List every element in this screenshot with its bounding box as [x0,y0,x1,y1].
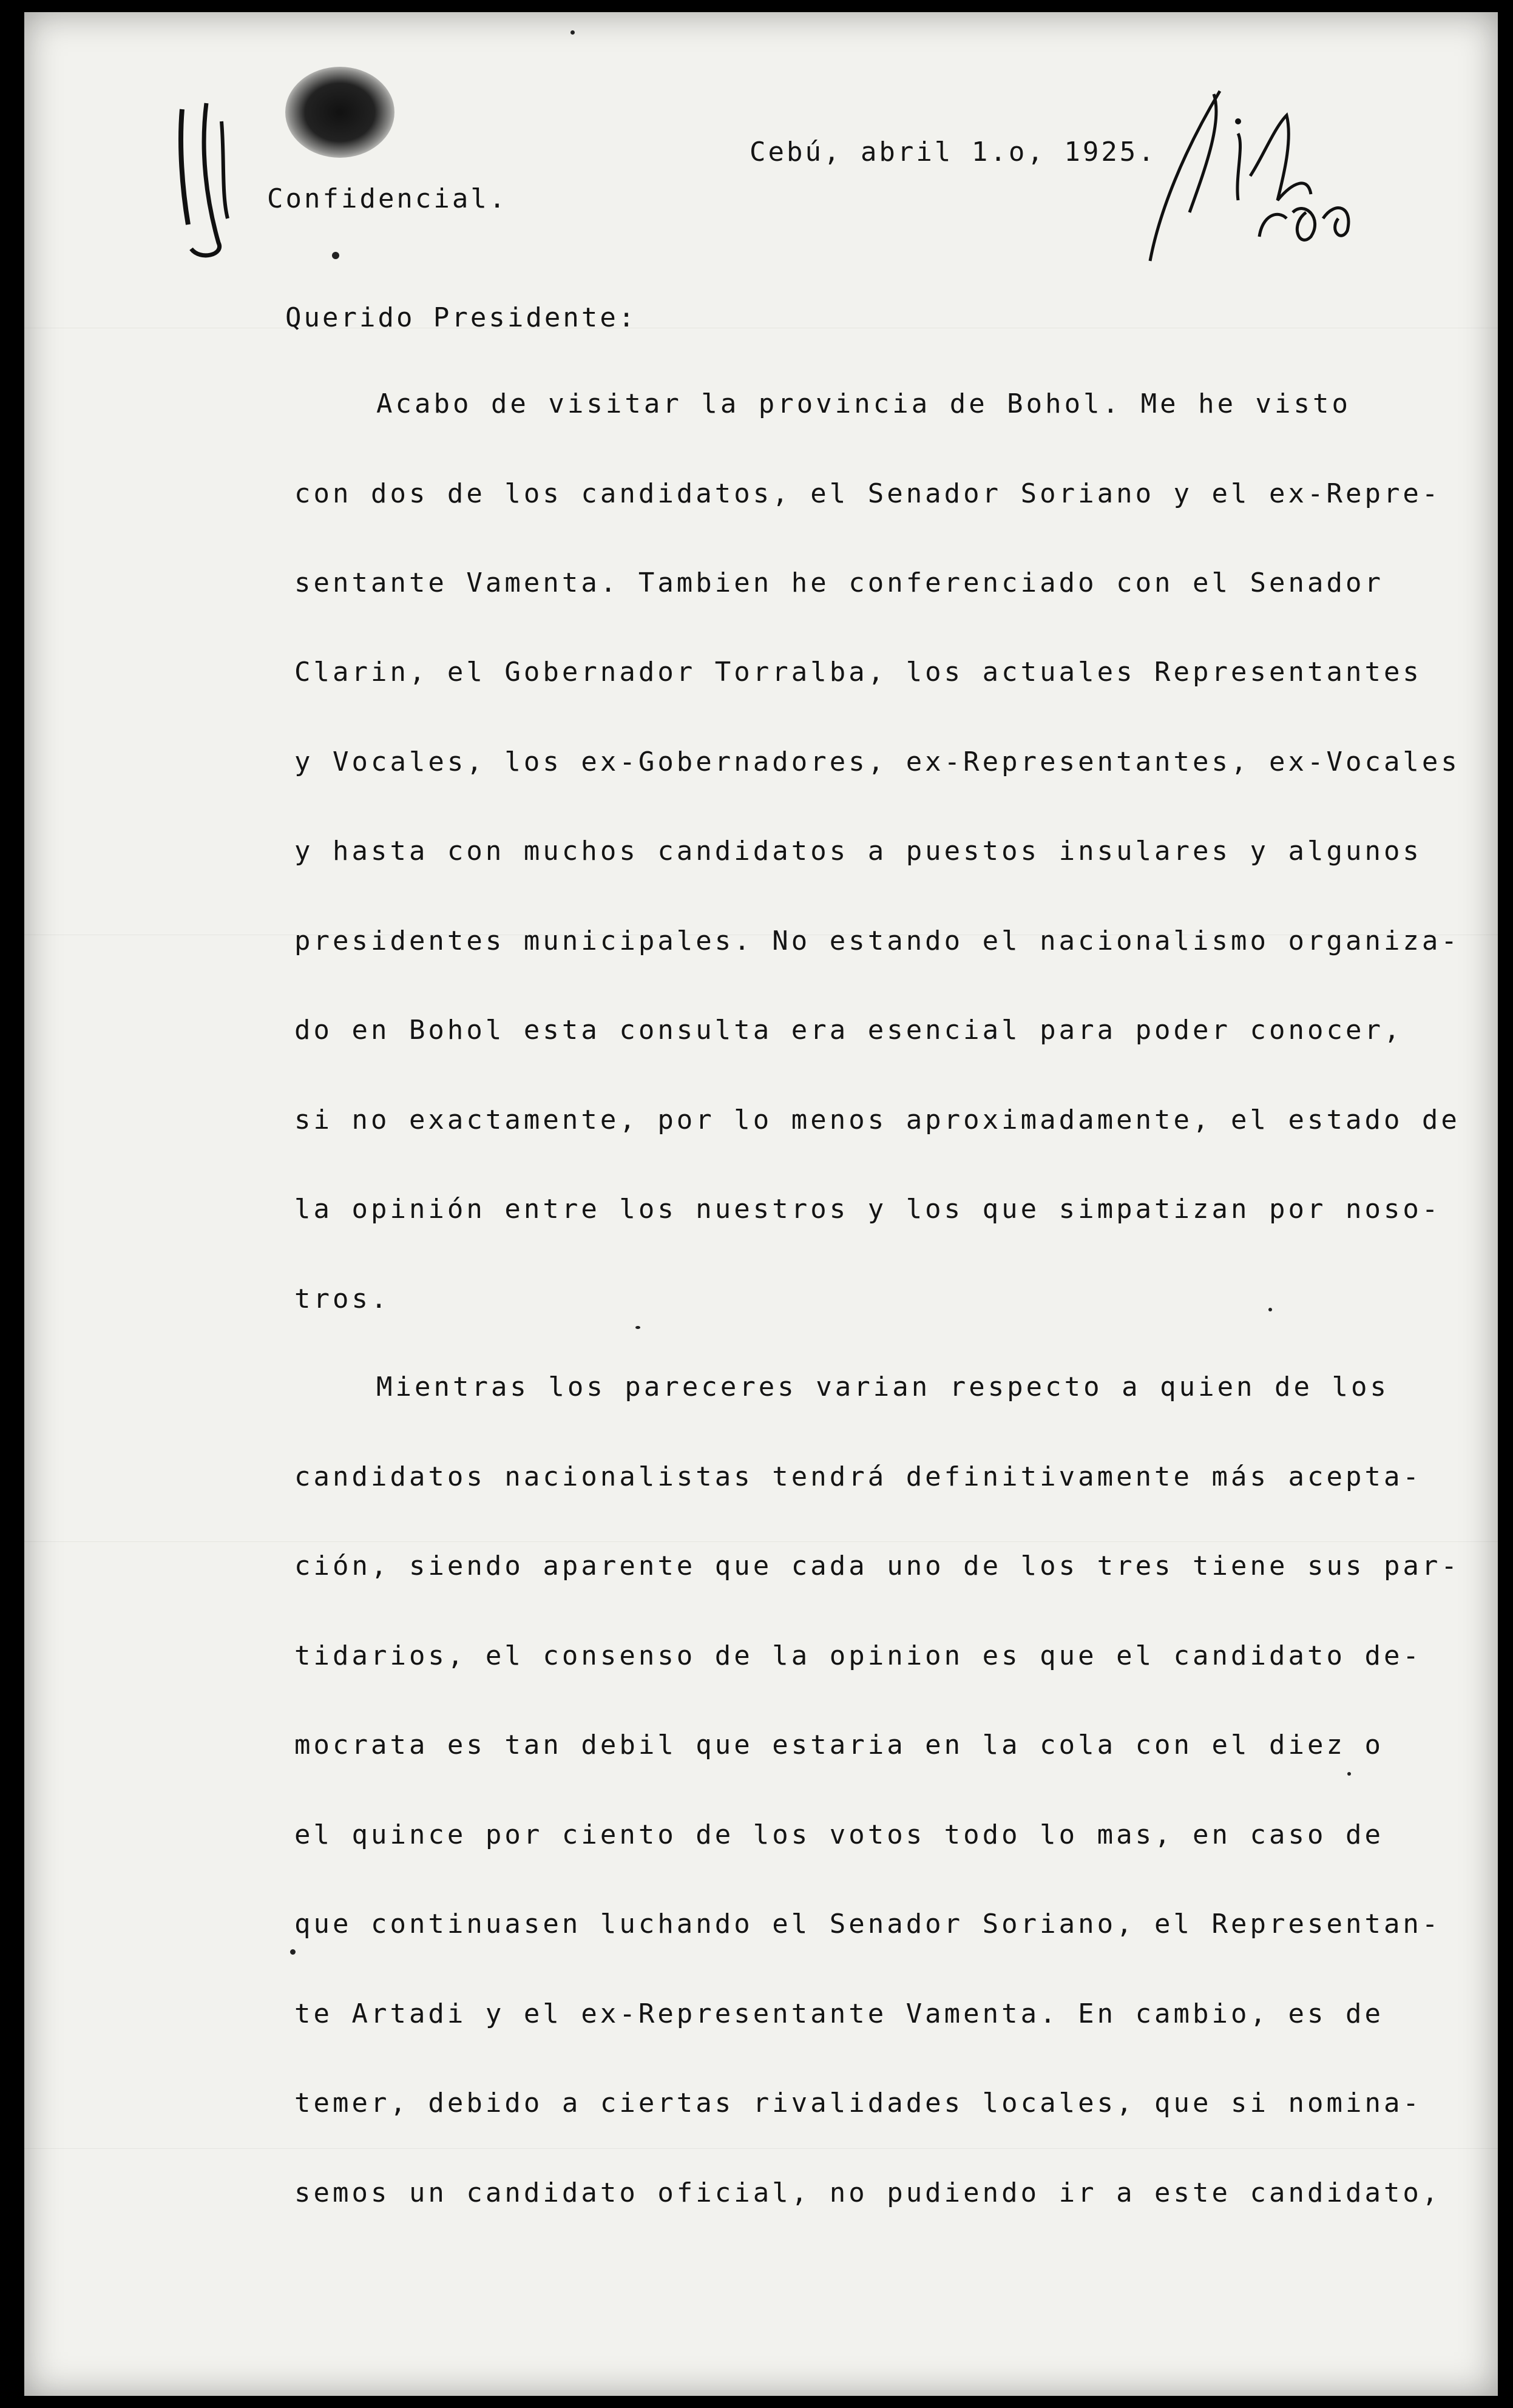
document-page [24,12,1498,2396]
salutation: Querido Presidente: [285,302,637,333]
letter-line: ción, siendo aparente que cada uno de los tres tiene sus par- [294,1551,1460,1581]
letter-line: Clarin, el Gobernador Torralba, los actuales Representantes [294,657,1422,688]
ink-smudge [285,67,394,158]
confidential-heading: Confidencial. [267,183,508,214]
letter-line: y hasta con muchos candidatos a puestos insulares y algunos [294,836,1422,867]
letter-line: candidatos nacionalistas tendrá definitivamente más acepta- [294,1461,1422,1492]
ink-speck [635,1326,640,1329]
letter-line: el quince por ciento de los votos todo lo mas, en caso de [294,1819,1384,1850]
letter-line: la opinión entre los nuestros y los que simpatizan por noso- [294,1194,1441,1225]
letter-line: mocrata es tan debil que estaria en la cola con el diez o [294,1730,1384,1760]
letter-line: sentante Vamenta. Tambien he conferenciado con el Senador [294,567,1384,598]
letter-line: temer, debido a ciertas rivalidades locales, que si nomina- [294,2088,1422,2119]
letter-line: Mientras los pareceres varian respecto a quien de los [376,1371,1389,1402]
ink-speck [290,1949,296,1955]
letter-line: con dos de los candidatos, el Senador Soriano y el ex-Repre- [294,478,1441,509]
ink-speck [570,30,575,35]
letter-line: tros. [294,1283,390,1314]
letter-line: tidarios, el consenso de la opinion es que el candidato de- [294,1640,1422,1671]
letter-line: que continuasen luchando el Senador Soriano, el Representan- [294,1909,1441,1940]
letter-line: y Vocales, los ex-Gobernadores, ex-Representantes, ex-Vocales [294,746,1460,777]
letter-line: si no exactamente, por lo menos aproximadamente, el estado de [294,1104,1460,1135]
letter-line: semos un candidato oficial, no pudiendo ir a este candidato, [294,2177,1441,2208]
letter-line: Acabo de visitar la provincia de Bohol. Me he visto [376,388,1352,419]
letter-line: te Artadi y el ex-Representante Vamenta. En cambio, es de [294,1998,1384,2029]
ink-speck [1268,1308,1272,1311]
ink-dot [332,252,339,259]
paper-ruling [24,1541,1498,1542]
ink-speck [1347,1772,1351,1776]
margin-bracket-mark [164,97,249,267]
handwritten-file-annotation [1147,79,1378,273]
letter-line: do en Bohol esta consulta era esencial para poder conocer, [294,1015,1403,1046]
date-line: Cebú, abril 1.o, 1925. [750,137,1157,167]
paper-ruling [24,2148,1498,2149]
letter-line: presidentes municipales. No estando el nacionalismo organiza- [294,925,1460,956]
